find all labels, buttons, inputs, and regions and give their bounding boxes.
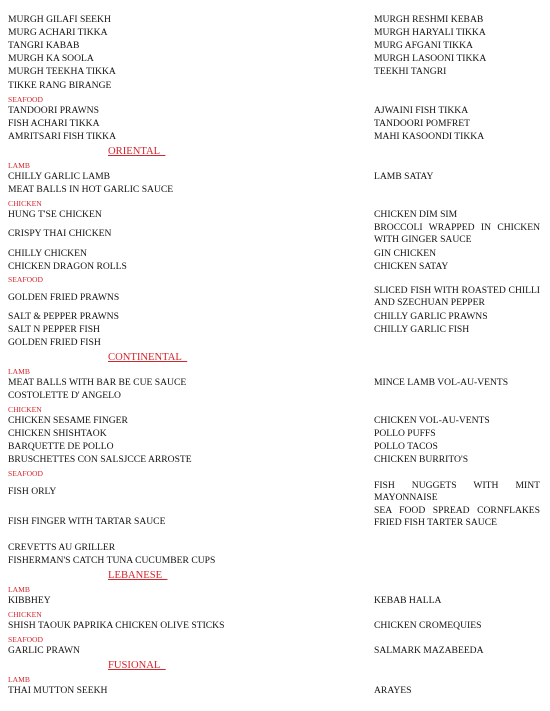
menu-item-right: MINCE LAMB VOL-AU-VENTS (374, 377, 509, 388)
menu-item-left: AMRITSARI FISH TIKKA (8, 131, 117, 142)
section-heading-oriental: ORIENTAL (108, 146, 166, 157)
menu-item-right: MURGH LASOONI TIKKA (374, 53, 487, 64)
menu-item-left: MURGH KA SOOLA (8, 53, 94, 64)
menu-item-right: CHILLY GARLIC FISH (374, 324, 470, 335)
menu-item-left: FISHERMAN'S CATCH TUNA CUCUMBER CUPS (8, 555, 216, 566)
menu-item-right: FISH NUGGETS WITH MINT MAYONNAISE (374, 480, 540, 503)
category-label-seafood: SEAFOOD (8, 635, 44, 644)
menu-item-right: MURGH HARYALI TIKKA (374, 27, 486, 38)
menu-item-left: CHILLY GARLIC LAMB (8, 171, 111, 182)
menu-item-left: GARLIC PRAWN (8, 645, 80, 656)
menu-item-left: SALT N PEPPER FISH (8, 324, 100, 335)
category-label-chicken: CHICKEN (8, 199, 42, 208)
category-label-lamb: LAMB (8, 675, 30, 684)
menu-item-left: BARQUETTE DE POLLO (8, 441, 114, 452)
section-heading-fusional: FUSIONAL (108, 660, 166, 671)
menu-item-right: ARAYES (374, 685, 412, 696)
menu-item-right: SLICED FISH WITH ROASTED CHILLI AND SZECHUAN PEPPER (374, 285, 540, 308)
category-label-seafood: SEAFOOD (8, 275, 44, 284)
menu-item-right: POLLO PUFFS (374, 428, 436, 439)
menu-item-left: CREVETTS AU GRILLER (8, 542, 116, 553)
menu-item-left: KIBBHEY (8, 595, 51, 606)
menu-item-right: CHICKEN BURRITO'S (374, 454, 469, 465)
menu-item-left: HUNG T'SE CHICKEN (8, 209, 102, 220)
menu-item-left: CHILLY CHICKEN (8, 248, 87, 259)
menu-item-right: SALMARK MAZABEEDA (374, 645, 484, 656)
menu-item-left: CHICKEN SHISHTAOK (8, 428, 107, 439)
menu-item-left: SALT & PEPPER PRAWNS (8, 311, 119, 322)
menu-item-left: TIKKE RANG BIRANGE (8, 80, 112, 91)
menu-item-left: BRUSCHETTES CON SALSJCCE ARROSTE (8, 454, 192, 465)
menu-item-left: CHICKEN SESAME FINGER (8, 415, 128, 426)
menu-item-left: GOLDEN FRIED FISH (8, 337, 101, 348)
menu-item-left: TANDOORI PRAWNS (8, 105, 99, 116)
menu-item-left: GOLDEN FRIED PRAWNS (8, 292, 120, 303)
menu-item-right: CHICKEN SATAY (374, 261, 449, 272)
menu-item-right: AJWAINI FISH TIKKA (374, 105, 469, 116)
menu-item-right: BROCCOLI WRAPPED IN CHICKEN WITH GINGER SAUCE (374, 222, 540, 245)
menu-item-right: TANDOORI POMFRET (374, 118, 470, 129)
menu-item-left: MURGH GILAFI SEEKH (8, 14, 111, 25)
menu-item-right: MAHI KASOONDI TIKKA (374, 131, 485, 142)
menu-item-right: CHICKEN CROMEQUIES (374, 620, 482, 631)
category-label-lamb: LAMB (8, 585, 30, 594)
menu-item-right: CHICKEN DIM SIM (374, 209, 458, 220)
menu-item-left: TANGRI KABAB (8, 40, 80, 51)
menu-item-right: SEA FOOD SPREAD CORNFLAKES FRIED FISH TARTER SAUCE (374, 505, 540, 528)
category-label-chicken: CHICKEN (8, 405, 42, 414)
section-heading-lebanese: LEBANESE (108, 570, 168, 581)
menu-item-left: COSTOLETTE D' ANGELO (8, 390, 121, 401)
menu-item-right: CHICKEN VOL-AU-VENTS (374, 415, 490, 426)
category-label-chicken: CHICKEN (8, 610, 42, 619)
menu-item-left: THAI MUTTON SEEKH (8, 685, 108, 696)
menu-item-left: FISH FINGER WITH TARTAR SAUCE (8, 516, 166, 527)
category-label-seafood: SEAFOOD (8, 95, 44, 104)
menu-item-left: MEAT BALLS IN HOT GARLIC SAUCE (8, 184, 174, 195)
menu-item-right: LAMB SATAY (374, 171, 434, 182)
menu-item-left: FISH ORLY (8, 486, 57, 497)
category-label-seafood: SEAFOOD (8, 469, 44, 478)
menu-item-right: POLLO TACOS (374, 441, 438, 452)
menu-item-left: CRISPY THAI CHICKEN (8, 228, 112, 239)
menu-item-left: FISH ACHARI TIKKA (8, 118, 100, 129)
menu-item-left: MURGH TEEKHA TIKKA (8, 66, 116, 77)
category-label-lamb: LAMB (8, 367, 30, 376)
menu-item-right: MURGH RESHMI KEBAB (374, 14, 484, 25)
section-heading-continental: CONTINENTAL (108, 352, 188, 363)
menu-item-left: MURG ACHARI TIKKA (8, 27, 108, 38)
menu-item-right: KEBAB HALLA (374, 595, 442, 606)
menu-item-left: SHISH TAOUK PAPRIKA CHICKEN OLIVE STICKS (8, 620, 225, 631)
menu-item-right: CHILLY GARLIC PRAWNS (374, 311, 488, 322)
category-label-lamb: LAMB (8, 161, 30, 170)
menu-item-right: MURG AFGANI TIKKA (374, 40, 473, 51)
menu-item-left: CHICKEN DRAGON ROLLS (8, 261, 127, 272)
menu-item-right: TEEKHI TANGRI (374, 66, 447, 77)
menu-item-left: MEAT BALLS WITH BAR BE CUE SAUCE (8, 377, 187, 388)
menu-item-right: GIN CHICKEN (374, 248, 437, 259)
